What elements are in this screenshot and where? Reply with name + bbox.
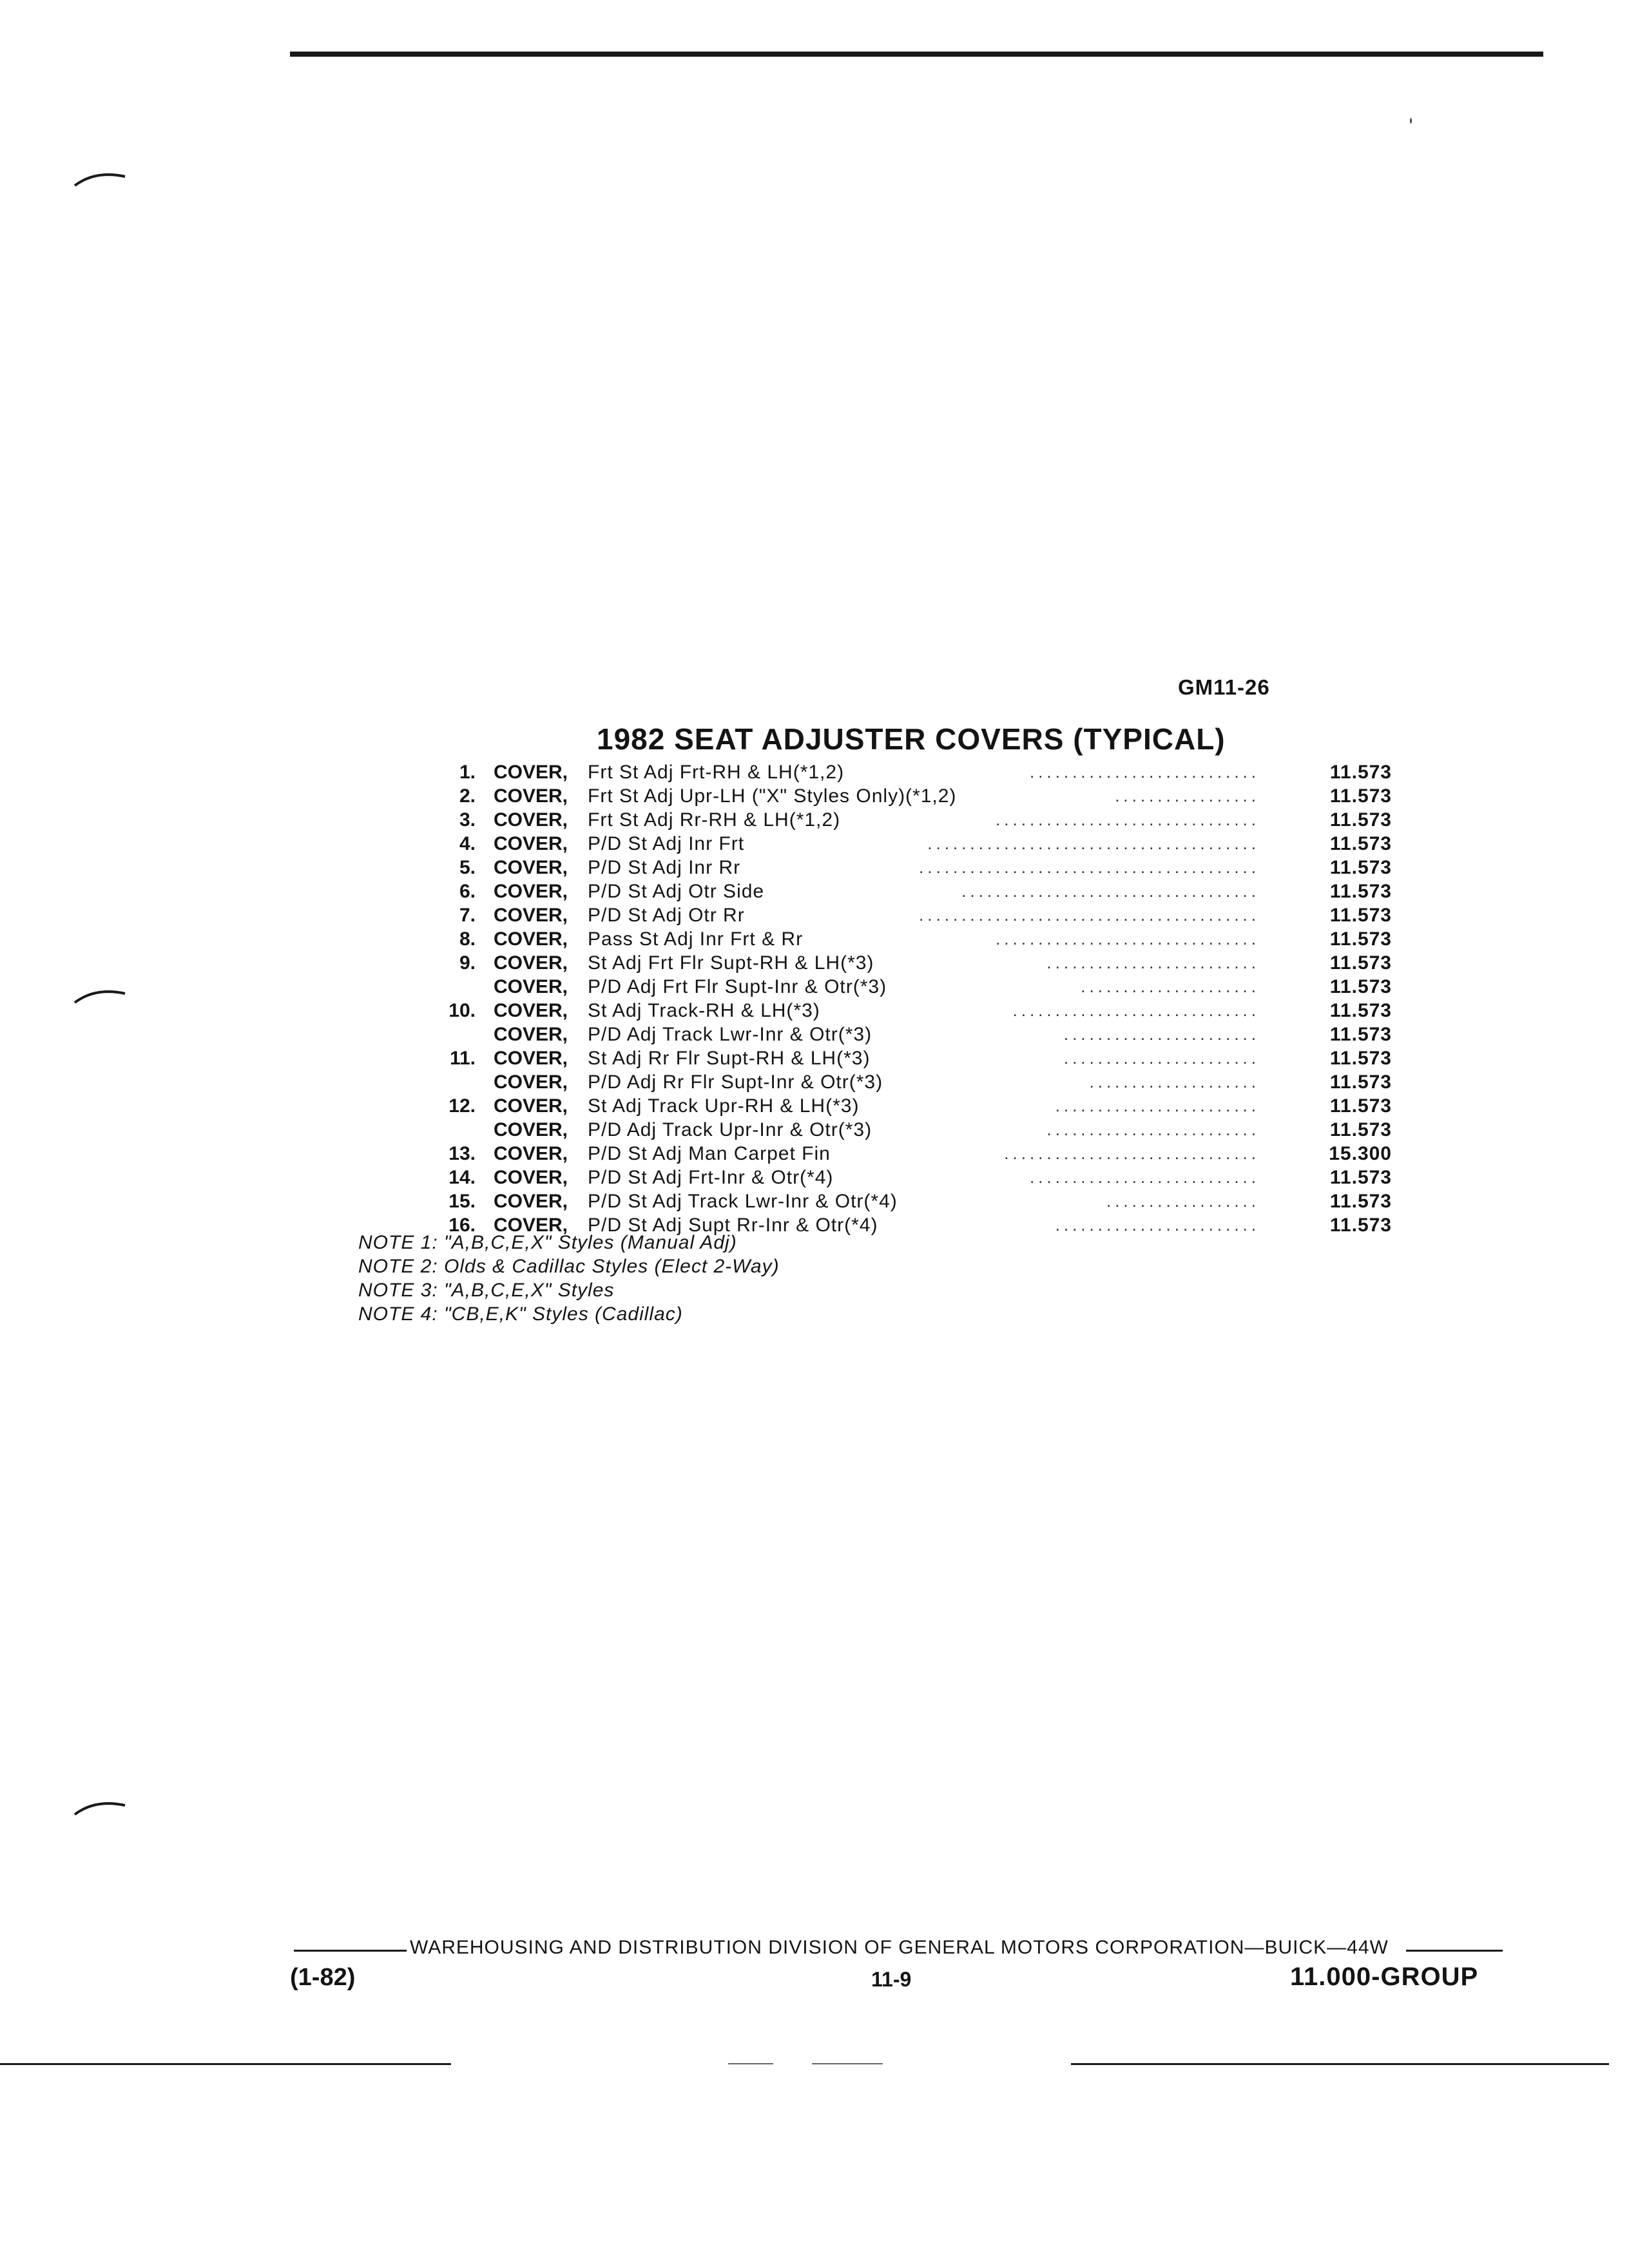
part-description: P/D St Adj Inr Rr xyxy=(588,857,741,878)
part-name: COVER, xyxy=(494,762,568,783)
leader-dots: ........................................ xyxy=(919,905,1260,925)
part-number: 3. xyxy=(459,809,476,831)
part-price: 11.573 xyxy=(1329,1000,1392,1021)
leader-dots: ......................... xyxy=(1046,1120,1260,1139)
part-price: 11.573 xyxy=(1329,1167,1392,1188)
note-2: NOTE 2: Olds & Cadillac Styles (Elect 2-Way) xyxy=(358,1256,780,1277)
part-number: 9. xyxy=(459,952,476,974)
part-price: 11.573 xyxy=(1329,976,1392,997)
leader-dots: .................. xyxy=(1106,1191,1260,1211)
part-name: COVER, xyxy=(494,1000,568,1021)
footer-date-code: (1-82) xyxy=(290,1964,356,1991)
page-title: 1982 SEAT ADJUSTER COVERS (TYPICAL) xyxy=(597,722,1226,756)
part-price: 11.573 xyxy=(1329,905,1392,926)
binder-hole-mark-bottom xyxy=(70,1798,128,1823)
part-price: 11.573 xyxy=(1329,881,1392,902)
notes xyxy=(358,1231,780,1326)
leader-dots: ........................ xyxy=(1055,1096,1260,1115)
part-row xyxy=(400,999,1392,1023)
binder-hole-mark-top xyxy=(70,169,128,195)
footer-group-label: 11.000-GROUP xyxy=(1290,1963,1479,1991)
part-name: COVER, xyxy=(494,1095,568,1117)
part-name: COVER, xyxy=(494,785,568,807)
part-description: St Adj Track Upr-RH & LH(*3) xyxy=(588,1095,860,1117)
part-description: P/D St Adj Frt-Inr & Otr(*4) xyxy=(588,1167,834,1188)
part-number: 11. xyxy=(449,1048,476,1069)
part-row xyxy=(400,1142,1392,1166)
part-row xyxy=(400,784,1392,808)
part-row xyxy=(400,1118,1392,1142)
part-description: Frt St Adj Frt-RH & LH(*1,2) xyxy=(588,762,845,783)
part-name: COVER, xyxy=(494,928,568,950)
part-number: 6. xyxy=(459,881,476,902)
leader-dots: ............................. xyxy=(1012,1001,1260,1020)
part-description: Frt St Adj Upr-LH ("X" Styles Only)(*1,2) xyxy=(588,785,957,807)
part-description: P/D Adj Track Upr-Inr & Otr(*3) xyxy=(588,1119,872,1140)
part-number: 15. xyxy=(448,1191,476,1212)
part-row xyxy=(400,927,1392,951)
leader-dots: ....................................... xyxy=(927,834,1260,853)
part-price: 11.573 xyxy=(1329,1119,1392,1140)
part-row xyxy=(400,1189,1392,1213)
part-price: 11.573 xyxy=(1329,1215,1392,1236)
part-row xyxy=(400,1166,1392,1189)
part-number: 10. xyxy=(448,1000,476,1021)
part-number: 5. xyxy=(459,857,476,878)
footer-rule-left xyxy=(294,1950,407,1952)
leader-dots: ..................... xyxy=(1081,977,1260,996)
leader-dots: .................... xyxy=(1089,1072,1260,1091)
leader-dots: ........................................ xyxy=(919,858,1260,877)
part-row xyxy=(400,1023,1392,1046)
note-4: NOTE 4: "CB,E,K" Styles (Cadillac) xyxy=(358,1303,683,1325)
part-description: P/D Adj Frt Flr Supt-Inr & Otr(*3) xyxy=(588,976,887,997)
part-name: COVER, xyxy=(494,1215,568,1236)
part-name: COVER, xyxy=(494,1167,568,1188)
bottom-rule-left xyxy=(0,2063,451,2065)
binder-hole-mark-middle xyxy=(70,986,128,1012)
leader-dots: .............................. xyxy=(1004,1144,1260,1163)
part-name: COVER, xyxy=(494,1143,568,1164)
part-description: P/D St Adj Track Lwr-Inr & Otr(*4) xyxy=(588,1191,898,1212)
part-row xyxy=(400,951,1392,975)
part-row xyxy=(400,1094,1392,1118)
leader-dots: ................................... xyxy=(961,881,1260,901)
note-3: NOTE 3: "A,B,C,E,X" Styles xyxy=(358,1280,615,1301)
leader-dots: ....................... xyxy=(1063,1048,1260,1068)
part-name: COVER, xyxy=(494,1072,568,1093)
part-name: COVER, xyxy=(494,976,568,997)
part-number: 8. xyxy=(459,928,476,950)
part-price: 11.573 xyxy=(1329,1048,1392,1069)
leader-dots: ........................ xyxy=(1055,1215,1260,1235)
part-row xyxy=(400,808,1392,832)
part-price: 11.573 xyxy=(1329,857,1392,878)
part-price: 11.573 xyxy=(1329,1191,1392,1212)
footer-page-number: 11-9 xyxy=(871,1968,912,1991)
top-rule xyxy=(290,52,1543,57)
part-description: Frt St Adj Rr-RH & LH(*1,2) xyxy=(588,809,841,831)
part-price: 11.573 xyxy=(1329,1072,1392,1093)
part-number: 12. xyxy=(448,1095,476,1117)
bottom-rule-right xyxy=(1071,2063,1609,2065)
part-number: 7. xyxy=(459,905,476,926)
part-name: COVER, xyxy=(494,1024,568,1045)
part-row xyxy=(400,903,1392,927)
scan-speck xyxy=(728,2063,773,2064)
part-description: St Adj Rr Flr Supt-RH & LH(*3) xyxy=(588,1048,871,1069)
reference-code: GM11-26 xyxy=(1178,675,1270,699)
scan-speck xyxy=(812,2063,883,2064)
part-row xyxy=(400,879,1392,903)
part-price: 11.573 xyxy=(1329,952,1392,974)
part-row xyxy=(400,1070,1392,1094)
part-description: P/D St Adj Otr Side xyxy=(588,881,765,902)
part-price: 11.573 xyxy=(1329,762,1392,783)
part-number: 13. xyxy=(448,1143,476,1164)
part-row xyxy=(400,832,1392,856)
part-description: P/D Adj Rr Flr Supt-Inr & Otr(*3) xyxy=(588,1072,883,1093)
part-description: P/D St Adj Supt Rr-Inr & Otr(*4) xyxy=(588,1215,878,1236)
part-row xyxy=(400,760,1392,784)
leader-dots: ........................... xyxy=(1029,762,1260,782)
part-description: P/D Adj Track Lwr-Inr & Otr(*3) xyxy=(588,1024,872,1045)
part-name: COVER, xyxy=(494,881,568,902)
part-number: 4. xyxy=(459,833,476,854)
part-name: COVER, xyxy=(494,1119,568,1140)
footer-division-line: WAREHOUSING AND DISTRIBUTION DIVISION OF GENERAL MOTORS CORPORATION—BUICK—44W xyxy=(410,1937,1389,1958)
part-number: 2. xyxy=(459,785,476,807)
leader-dots: ............................... xyxy=(996,929,1260,948)
footer-rule-right xyxy=(1406,1950,1503,1952)
part-name: COVER, xyxy=(494,952,568,974)
note-1: NOTE 1: "A,B,C,E,X" Styles (Manual Adj) xyxy=(358,1232,737,1253)
part-name: COVER, xyxy=(494,1191,568,1212)
leader-dots: ........................... xyxy=(1029,1168,1260,1187)
part-description: St Adj Frt Flr Supt-RH & LH(*3) xyxy=(588,952,874,974)
part-price: 15.300 xyxy=(1329,1143,1392,1164)
part-price: 11.573 xyxy=(1329,928,1392,950)
scan-speck xyxy=(1410,118,1412,124)
leader-dots: ............................... xyxy=(996,810,1260,829)
part-name: COVER, xyxy=(494,1048,568,1069)
leader-dots: ....................... xyxy=(1063,1024,1260,1044)
part-row xyxy=(400,856,1392,879)
part-price: 11.573 xyxy=(1329,1024,1392,1045)
leader-dots: ......................... xyxy=(1046,953,1260,972)
part-name: COVER, xyxy=(494,905,568,926)
part-price: 11.573 xyxy=(1329,833,1392,854)
part-number: 14. xyxy=(448,1167,476,1188)
part-description: P/D St Adj Man Carpet Fin xyxy=(588,1143,831,1164)
part-row xyxy=(400,1046,1392,1070)
part-price: 11.573 xyxy=(1329,1095,1392,1117)
part-description: P/D St Adj Inr Frt xyxy=(588,833,745,854)
part-description: P/D St Adj Otr Rr xyxy=(588,905,745,926)
part-price: 11.573 xyxy=(1329,809,1392,831)
part-name: COVER, xyxy=(494,809,568,831)
part-price: 11.573 xyxy=(1329,785,1392,807)
leader-dots: ................. xyxy=(1115,786,1260,805)
part-name: COVER, xyxy=(494,857,568,878)
part-name: COVER, xyxy=(494,833,568,854)
part-row xyxy=(400,975,1392,999)
part-description: Pass St Adj Inr Frt & Rr xyxy=(588,928,804,950)
part-number: 1. xyxy=(459,762,476,783)
part-number: 16. xyxy=(448,1215,476,1236)
part-description: St Adj Track-RH & LH(*3) xyxy=(588,1000,820,1021)
